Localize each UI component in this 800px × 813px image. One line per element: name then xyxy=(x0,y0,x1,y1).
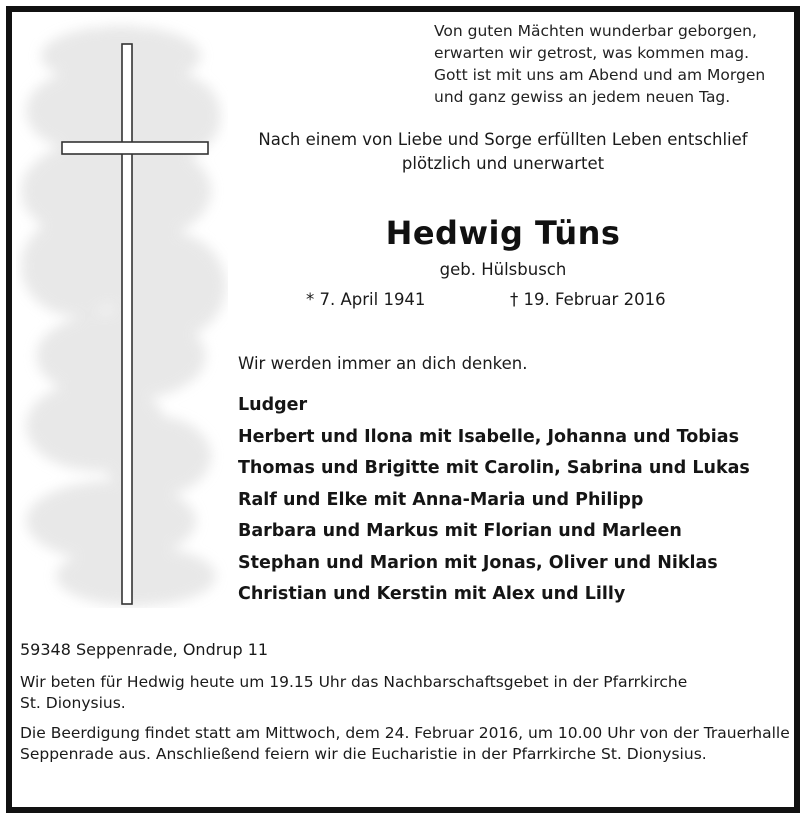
family-member: Thomas und Brigitte mit Carolin, Sabrina und Lukas xyxy=(238,458,750,478)
family-member: Stephan und Marion mit Jonas, Oliver und Niklas xyxy=(238,552,718,573)
funeral-notice xyxy=(20,723,790,765)
poem-line: Gott ist mit uns am Abend und am Morgen xyxy=(434,66,766,84)
family-member: Ludger xyxy=(238,395,308,415)
maiden-name: geb. Hülsbusch xyxy=(439,260,567,279)
death-date: † 19. Februar 2016 xyxy=(510,290,666,309)
prayer-line: St. Dionysius. xyxy=(20,694,126,712)
intro-text xyxy=(238,128,768,176)
family-member: Herbert und Ilona mit Isabelle, Johanna und Tobias xyxy=(238,426,740,447)
poem-line: erwarten wir getrost, was kommen mag. xyxy=(434,44,750,62)
intro-line: Nach einem von Liebe und Sorge erfüllten Leben entschlief xyxy=(258,130,748,149)
family-member: Ralf und Elke mit Anna-Maria und Philipp xyxy=(238,489,644,510)
poem-line: Von guten Mächten wunderbar geborgen, xyxy=(434,22,757,40)
funeral-line: Seppenrade aus. Anschließend feiern wir die Eucharistie in der Pfarrkirche St. Dionysius. xyxy=(20,745,707,763)
deceased-name: Hedwig Tüns xyxy=(385,214,621,252)
funeral-line: Die Beerdigung findet statt am Mittwoch, dem 24. Februar 2016, um 10.00 Uhr von der Trauerhalle xyxy=(20,724,790,742)
prayer-notice xyxy=(20,672,780,714)
remember-text: Wir werden immer an dich denken. xyxy=(238,354,528,373)
poem-line: und ganz gewiss an jedem neuen Tag. xyxy=(434,88,731,106)
family-list xyxy=(238,390,750,611)
birth-date: * 7. April 1941 xyxy=(306,290,426,309)
family-member: Christian und Kerstin mit Alex und Lilly xyxy=(238,584,626,604)
prayer-line: Wir beten für Hedwig heute um 19.15 Uhr das Nachbarschaftsgebet in der Pfarrkirche xyxy=(20,673,688,691)
family-member: Barbara und Markus mit Florian und Marleen xyxy=(238,521,682,541)
cross-icon xyxy=(16,16,228,608)
intro-line: plötzlich und unerwartet xyxy=(401,154,605,173)
address: 59348 Seppenrade, Ondrup 11 xyxy=(20,640,269,659)
poem xyxy=(434,20,774,108)
